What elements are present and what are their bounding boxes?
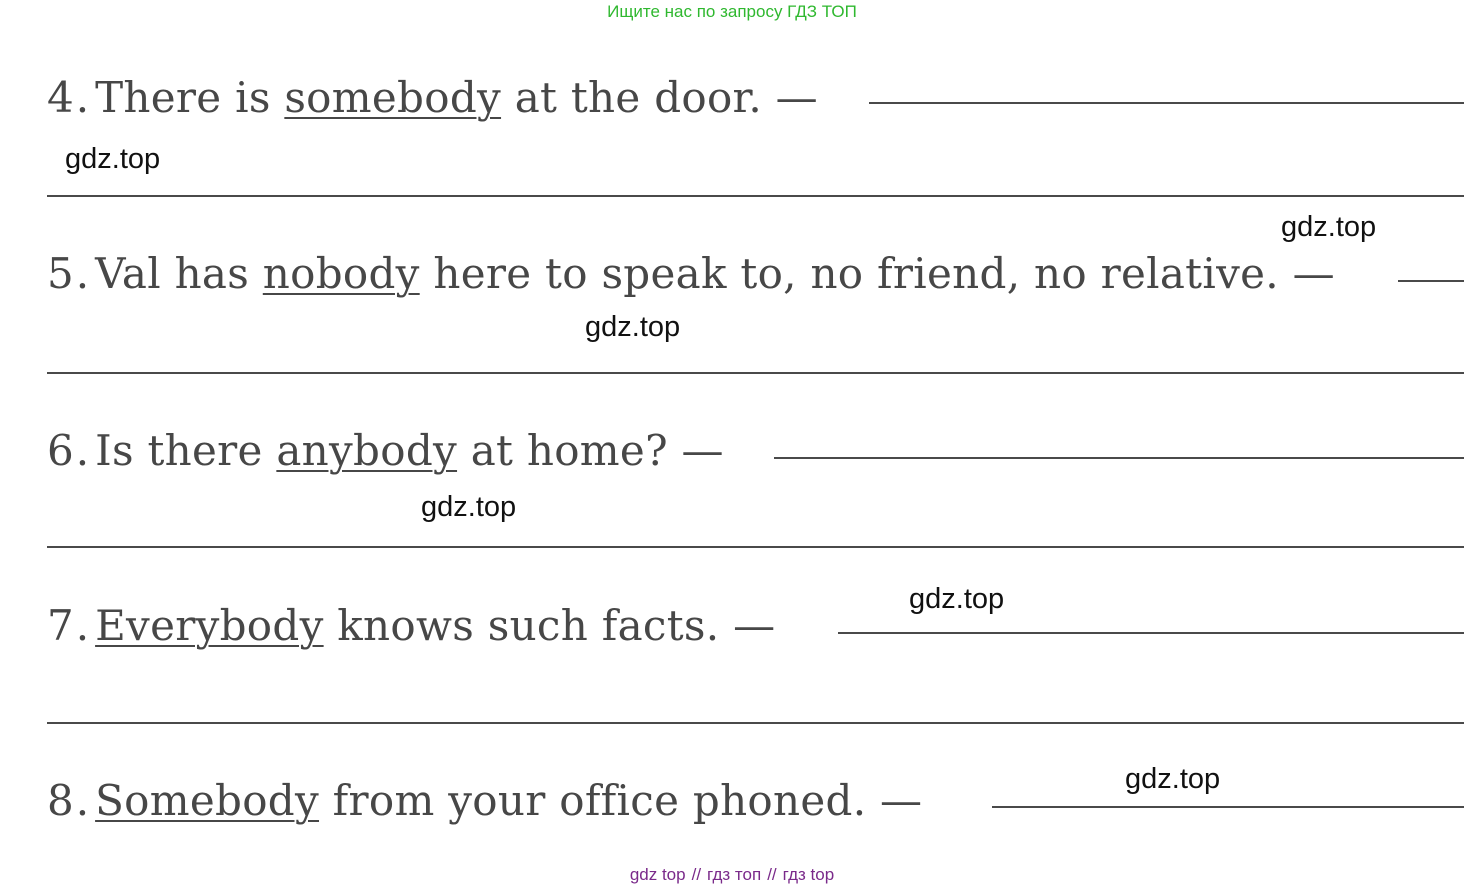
watermark: gdz.top [909,583,1005,615]
item-number: 4. [47,73,92,122]
answer-line[interactable] [47,372,1464,374]
bottom-banner-text: гдз top [782,865,835,884]
answer-line[interactable] [838,632,1464,634]
sentence-text: from your office phoned. — [319,776,923,825]
answer-line[interactable] [1398,280,1464,282]
item-number: 8. [47,776,92,825]
exercise-item-5 [47,246,1335,302]
answer-line[interactable] [47,546,1464,548]
keyword-underlined: Everybody [95,601,324,650]
sentence-text: knows such facts. — [323,601,776,650]
watermark: gdz.top [65,143,161,175]
top-banner: Ищите нас по запросу ГДЗ ТОП [607,2,857,21]
exercise-item-6 [47,423,724,479]
sentence-text: Is there [95,426,277,475]
item-number: 7. [47,601,92,650]
watermark: gdz.top [1125,763,1221,795]
sentence-text: at home? — [457,426,724,475]
watermark: gdz.top [1281,211,1377,243]
watermark: gdz.top [421,491,517,523]
answer-line[interactable] [47,195,1464,197]
keyword-underlined: Somebody [95,776,320,825]
bottom-banner [0,862,1464,888]
item-number: 6. [47,426,92,475]
bottom-banner-separator: // [767,865,777,884]
exercise-item-8 [47,773,922,829]
sentence-text: at the door. — [501,73,818,122]
exercise-item-4 [47,70,818,126]
watermark: gdz.top [585,311,681,343]
answer-line[interactable] [774,457,1464,459]
answer-line[interactable] [992,806,1464,808]
sentence-text: There is [95,73,285,122]
bottom-banner-text: gdz top [629,865,686,884]
keyword-underlined: somebody [284,73,502,122]
bottom-banner-separator: // [691,865,702,884]
item-number: 5. [47,249,92,298]
answer-line[interactable] [47,722,1464,724]
exercise-item-7 [47,598,775,654]
sentence-text: here to speak to, no friend, no relative. — [419,249,1335,298]
answer-line[interactable] [869,102,1464,104]
keyword-underlined: nobody [262,249,420,298]
keyword-underlined: anybody [276,426,458,475]
sentence-text: Val has [95,249,263,298]
bottom-banner-text: гдз топ [707,865,762,884]
